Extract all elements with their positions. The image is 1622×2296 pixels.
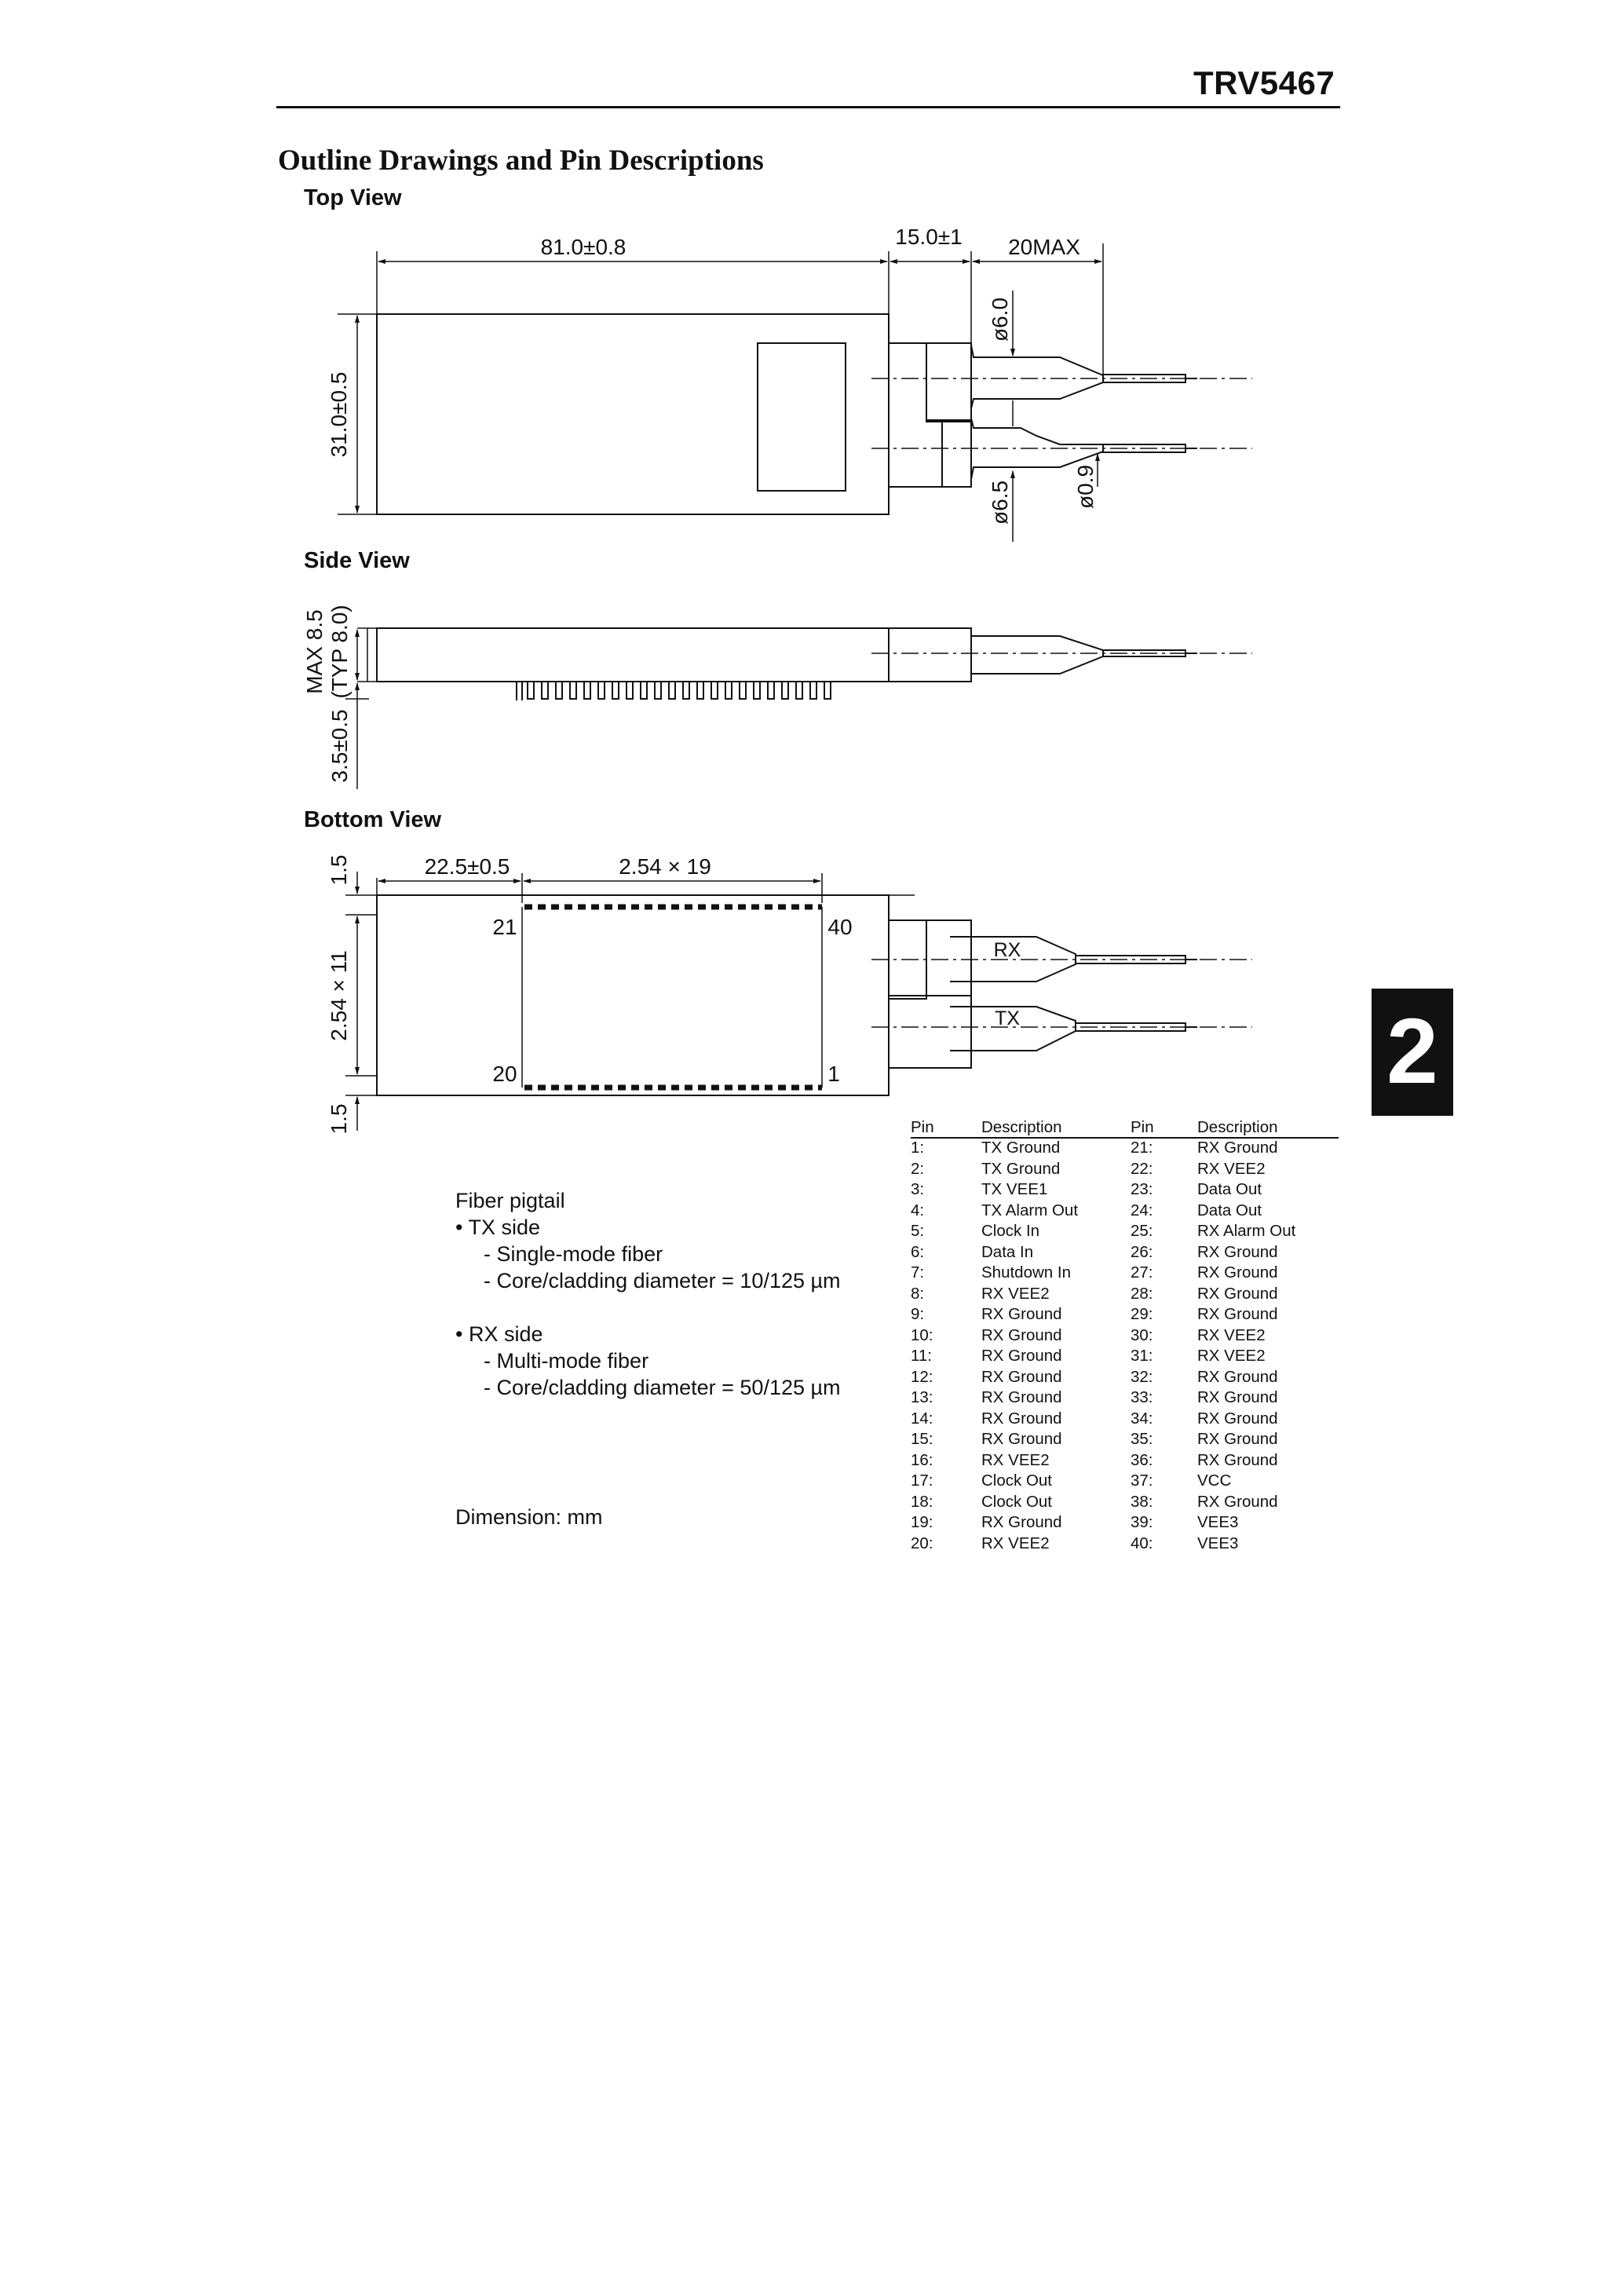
- pin-number: 11:: [911, 1347, 932, 1365]
- pin-description: RX VEE2: [981, 1534, 1050, 1552]
- side-pins: [517, 682, 831, 700]
- pin-description: Data In: [981, 1242, 1034, 1261]
- fiber-label-rx: RX: [993, 939, 1021, 961]
- table-row: [911, 1347, 1339, 1368]
- table-row: [911, 1243, 1339, 1264]
- side-view-label: Side View: [304, 548, 410, 573]
- pin-number: 35:: [1131, 1430, 1153, 1448]
- table-row: [911, 1285, 1339, 1306]
- pin-description: RX Ground: [981, 1409, 1062, 1428]
- pin-description: RX Ground: [1197, 1263, 1278, 1281]
- pin-description: VCC: [1197, 1472, 1232, 1490]
- module-body-top: [377, 314, 889, 514]
- pin-description: RX Ground: [1197, 1367, 1278, 1386]
- pin-description: RX VEE2: [981, 1450, 1050, 1469]
- table-row: [911, 1222, 1339, 1243]
- pin-number: 27:: [1131, 1263, 1153, 1281]
- table-row: [911, 1138, 1339, 1160]
- pin-number: 13:: [911, 1388, 933, 1406]
- module-body-side: [377, 628, 889, 682]
- pin-description: TX Ground: [981, 1159, 1061, 1178]
- pin-number: 30:: [1131, 1325, 1153, 1344]
- pin-description: Clock In: [981, 1222, 1040, 1240]
- pin-description: VEE3: [1197, 1534, 1239, 1552]
- pin-number: 7:: [911, 1263, 925, 1281]
- pin-number: 5:: [911, 1222, 925, 1240]
- pin-number: 40:: [1131, 1534, 1153, 1552]
- dim-connector: 20MAX: [1008, 235, 1080, 259]
- table-row: [911, 1388, 1339, 1409]
- pin-description: Clock Out: [981, 1472, 1052, 1490]
- table-row: [911, 1451, 1339, 1472]
- table-row: [911, 1201, 1339, 1223]
- pin-table-header: Pin: [911, 1118, 981, 1138]
- pin-description: RX Ground: [1197, 1305, 1278, 1323]
- pin-description: Data Out: [1197, 1201, 1262, 1219]
- pin-number: 23:: [1131, 1180, 1153, 1198]
- pin-description: Data Out: [1197, 1180, 1262, 1198]
- pin-number: 38:: [1131, 1492, 1153, 1511]
- pin-description: RX Ground: [981, 1325, 1062, 1344]
- pin-description: RX Ground: [1197, 1409, 1278, 1428]
- pin-number: 36:: [1131, 1450, 1153, 1469]
- pin-description: Shutdown In: [981, 1263, 1071, 1281]
- pin-description: RX Alarm Out: [1197, 1222, 1296, 1240]
- fiber-label-tx: TX: [995, 1007, 1020, 1029]
- page-title: Outline Drawings and Pin Descriptions: [278, 144, 764, 177]
- pin-number: 16:: [911, 1450, 933, 1469]
- pin-label-20: 20: [492, 1062, 517, 1086]
- pin-description: RX Ground: [1197, 1388, 1278, 1406]
- table-row: [911, 1368, 1339, 1389]
- pin-number: 25:: [1131, 1222, 1153, 1240]
- pin-number: 15:: [911, 1430, 933, 1448]
- pin-number: 31:: [1131, 1347, 1153, 1365]
- pin-table-header: Pin: [1131, 1118, 1197, 1138]
- bottom-view-label: Bottom View: [304, 807, 442, 832]
- table-row: [911, 1472, 1339, 1493]
- table-row: [911, 1160, 1339, 1181]
- side-view-drawing: [345, 628, 1252, 789]
- pin-description: RX Ground: [981, 1513, 1062, 1531]
- table-row: [911, 1263, 1339, 1285]
- pin-description: RX VEE2: [1197, 1325, 1266, 1344]
- table-row: [911, 1409, 1339, 1431]
- pin-table-body: [911, 1138, 1339, 1555]
- dim-bottom-pitch-row: 2.54 × 19: [619, 854, 711, 879]
- pin-description: RX Ground: [1197, 1242, 1278, 1261]
- dim-bottom-pitch-col: 2.54 × 11: [327, 950, 351, 1041]
- pin-table-header: Description: [981, 1118, 1131, 1138]
- pin-number: 2:: [911, 1159, 925, 1178]
- pin-description: RX Ground: [981, 1388, 1062, 1406]
- table-row: [911, 1430, 1339, 1451]
- top-view-drawing: [338, 243, 1252, 542]
- bottom-view-drawing: [345, 872, 1252, 1131]
- pin-description: RX Ground: [981, 1367, 1062, 1386]
- label-window: [758, 343, 846, 491]
- connector-upper: [889, 343, 971, 420]
- dim-dia-top: ø6.0: [988, 297, 1012, 342]
- pin-number: 8:: [911, 1284, 925, 1303]
- table-row: [911, 1180, 1339, 1201]
- pin-description: RX VEE2: [981, 1284, 1050, 1303]
- notes-tx-item: - Single-mode fiber: [484, 1242, 663, 1266]
- pin-description: TX Alarm Out: [981, 1201, 1079, 1219]
- dim-fiber-dia: ø0.9: [1073, 464, 1098, 510]
- notes-tx-side: • TX side: [455, 1216, 540, 1239]
- pin-number: 39:: [1131, 1513, 1153, 1531]
- pin-number: 12:: [911, 1367, 933, 1386]
- top-view-label: Top View: [304, 185, 402, 210]
- table-row: [911, 1305, 1339, 1326]
- pin-description: TX VEE1: [981, 1180, 1048, 1198]
- part-number: TRV5467: [1193, 64, 1335, 101]
- pin-number: 21:: [1131, 1139, 1153, 1157]
- dim-pigtail: 15.0±1: [895, 225, 963, 249]
- pin-number: 32:: [1131, 1367, 1153, 1386]
- pin-table: [911, 1118, 1339, 1555]
- dim-bottom-margin-top: 1.5: [327, 854, 351, 886]
- dim-dia-bottom: ø6.5: [988, 480, 1012, 525]
- dim-bottom-margin-bottom: 1.5: [327, 1103, 351, 1135]
- pin-description: RX Ground: [1197, 1492, 1278, 1511]
- pin-number: 37:: [1131, 1472, 1153, 1490]
- pin-label-21: 21: [492, 915, 517, 939]
- notes-rx-side: • RX side: [455, 1322, 543, 1346]
- pin-description: RX Ground: [981, 1305, 1062, 1323]
- pin-number: 9:: [911, 1305, 925, 1323]
- pin-number: 19:: [911, 1513, 933, 1531]
- table-row: [911, 1326, 1339, 1347]
- pin-description: RX VEE2: [1197, 1159, 1266, 1178]
- pin-number: 18:: [911, 1492, 933, 1511]
- notes-rx-item: - Core/cladding diameter = 50/125 µm: [484, 1376, 841, 1399]
- table-row: [911, 1493, 1339, 1514]
- module-body-bottom: [377, 895, 889, 1095]
- dim-bottom-offset: 22.5±0.5: [424, 854, 510, 879]
- pin-table-header: Description: [1197, 1118, 1339, 1138]
- pin-description: RX Ground: [1197, 1450, 1278, 1469]
- pin-description: RX Ground: [981, 1347, 1062, 1365]
- pin-number: 34:: [1131, 1409, 1153, 1428]
- dim-height: 31.0±0.5: [327, 371, 351, 458]
- dim-side-max: MAX 8.5: [302, 609, 327, 694]
- table-row: [911, 1513, 1339, 1534]
- pin-description: RX Ground: [1197, 1430, 1278, 1448]
- pin-number: 20:: [911, 1534, 933, 1552]
- pin-number: 1:: [911, 1139, 925, 1157]
- pin-number: 6:: [911, 1242, 925, 1261]
- pin-description: VEE3: [1197, 1513, 1239, 1531]
- pin-number: 33:: [1131, 1388, 1153, 1406]
- dim-side-typ: (TYP 8.0): [327, 605, 352, 699]
- pin-description: RX Ground: [1197, 1139, 1278, 1157]
- fiber-pigtail-notes: [455, 1187, 841, 1401]
- pin-number: 26:: [1131, 1242, 1153, 1261]
- notes-rx-item: - Multi-mode fiber: [484, 1349, 649, 1373]
- pin-number: 17:: [911, 1472, 933, 1490]
- dim-side-pin-length: 3.5±0.5: [327, 709, 352, 783]
- dimension-note: Dimension: mm: [455, 1505, 603, 1529]
- dim-length: 81.0±0.8: [540, 235, 627, 259]
- pin-number: 4:: [911, 1201, 925, 1219]
- pin-number: 3:: [911, 1180, 925, 1198]
- pin-description: RX Ground: [1197, 1284, 1278, 1303]
- pin-number: 24:: [1131, 1201, 1153, 1219]
- notes-heading: Fiber pigtail: [455, 1189, 565, 1212]
- pin-description: RX Ground: [981, 1430, 1062, 1448]
- notes-tx-item: - Core/cladding diameter = 10/125 µm: [484, 1269, 841, 1292]
- pin-description: Clock Out: [981, 1492, 1052, 1511]
- pin-description: RX VEE2: [1197, 1347, 1266, 1365]
- pin-description: TX Ground: [981, 1139, 1061, 1157]
- pin-number: 29:: [1131, 1305, 1153, 1323]
- pin-number: 14:: [911, 1409, 933, 1428]
- pin-number: 10:: [911, 1325, 933, 1344]
- pin-label-40: 40: [827, 915, 853, 939]
- pin-number: 28:: [1131, 1284, 1153, 1303]
- table-row: [911, 1534, 1339, 1556]
- pin-label-1: 1: [827, 1062, 840, 1086]
- pin-number: 22:: [1131, 1159, 1153, 1178]
- section-tab: 2: [1372, 989, 1453, 1116]
